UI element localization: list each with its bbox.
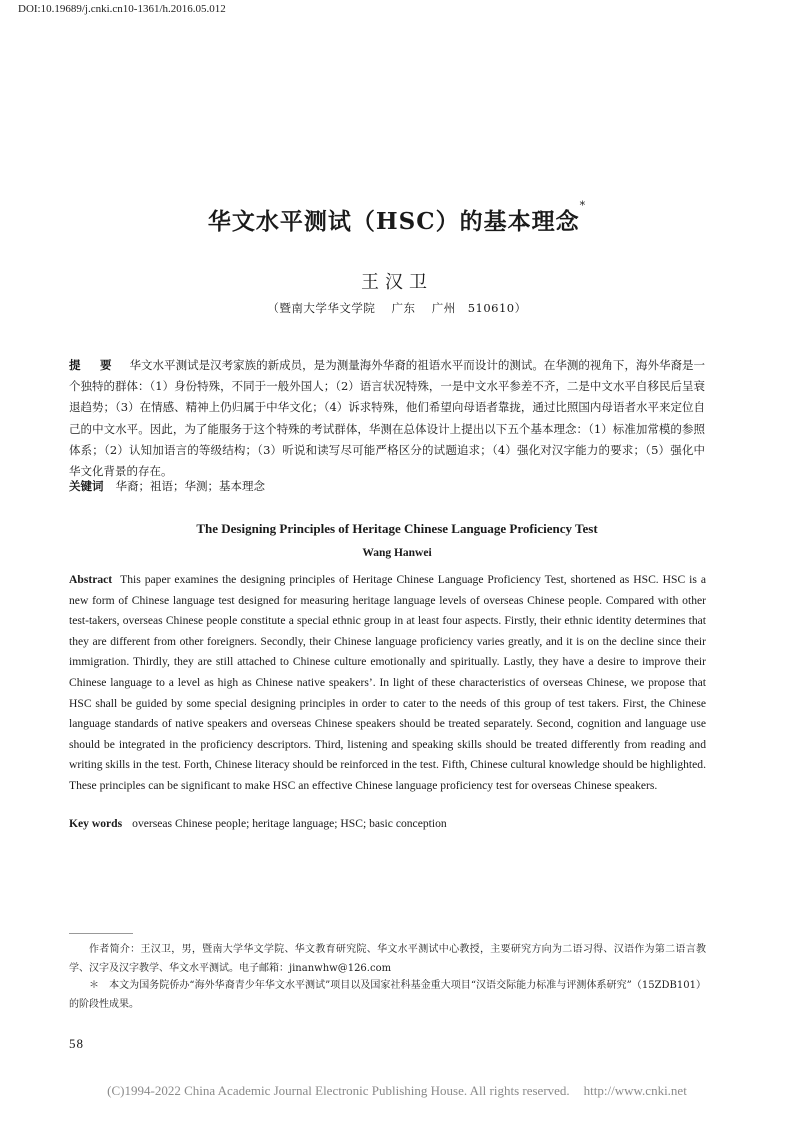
- doi-header: DOI:10.19689/j.cnki.cn10-1361/h.2016.05.012: [18, 3, 226, 15]
- chinese-keywords-label: 关键词: [69, 479, 104, 493]
- chinese-abstract-label: 提 要: [69, 358, 116, 372]
- english-keywords: [69, 817, 447, 830]
- english-title: The Designing Principles of Heritage Chinese Language Proficiency Test: [196, 521, 598, 536]
- cnki-url: http://www.cnki.net: [583, 1083, 687, 1098]
- english-keywords-label: Key words: [69, 817, 123, 830]
- english-keywords-text: overseas Chinese people; heritage language; HSC; basic conception: [132, 817, 447, 830]
- english-abstract: [69, 570, 706, 797]
- author-name: 王汉卫: [361, 272, 433, 293]
- chinese-abstract: [69, 355, 705, 482]
- chinese-keywords-text: 华裔；祖语；华测；基本理念: [115, 479, 265, 493]
- author-affiliation: （暨南大学华文学院 广东 广州 510610）: [267, 301, 527, 315]
- article-title: [0, 199, 794, 236]
- title-footnote-mark: *: [579, 199, 587, 212]
- footnote-funding: ＊ 本文为国务院侨办“海外华裔青少年华文水平测试”项目以及国家社科基金重大项目“汉语交际能力标准与评测体系研究”（15ZDB101）的阶段性成果。: [69, 980, 706, 1010]
- title-text: 华文水平测试（HSC）的基本理念: [207, 208, 580, 235]
- copyright-watermark: [0, 1083, 794, 1099]
- page-number: 58: [69, 1036, 84, 1051]
- copyright-text: (C)1994-2022 China Academic Journal Electronic Publishing House. All rights reserved.: [107, 1083, 570, 1098]
- chinese-keywords: [69, 478, 265, 494]
- footnote-divider: [69, 933, 133, 934]
- english-author: Wang Hanwei: [362, 547, 432, 559]
- chinese-abstract-text: 华文水平测试是汉考家族的新成员，是为测量海外华裔的祖语水平而设计的测试。在华测的视角下，海外华裔是一个独特的群体：（1）身份特殊，不同于一般外国人；（2）语言状况特殊，一是中文水平参差不齐，二是中文水平自移民后呈衰退趋势；（3）在情感、精神上仍归属于中华文化；（4）诉求特殊，他们希望向母语者靠拢，通过比照国内母语者水平来定位自己的中文水平。因此，为了能服务于这个特殊的考试群体，华测在总体设计上提出以下五个基本理念：（1）标准加常模的参照体系；（2）认知加语言的等级结构；（3）听说和读写尽可能严格区分的试题追求；（4）强化对汉字能力的要求；（5）强化中华文化背景的存在。: [69, 358, 705, 479]
- english-abstract-text: This paper examines the designing principles of Heritage Chinese Language Proficiency Test, shortened as HSC. HSC is a new form of Chinese language test designed for measuring heritage language levels of overseas Chinese people. Compared with other test-takers, overseas Chinese people constitute a special ethnic group in at least four aspects. Firstly, their ethnic identity determines that they are different from other foreigners. Secondly, their Chinese language proficiency varies greatly, and it is on the decline since their immigration. Thirdly, they are still attached to Chinese culture emotionally and spiritually. Lastly, they have a desire to improve their Chinese language to a level as high as Chinese native speakers’. In light of these characteristics of overseas Chinese, we propose that HSC shall be guided by some special designing principles in order to cater to the needs of this group of test takers. First, the Chinese language standards of native speakers and overseas Chinese speakers should be treated separately. Second, cognition and language use should be integrated in the proficiency descriptors. Third, listening and speaking skills should be treated differently from reading and writing skills in the test. Forth, Chinese literacy should be reinforced in the test. Fifth, Chinese cultural knowledge should be highlighted. These principles can be significant to make HSC an effective Chinese language proficiency test for overseas Chinese speakers.: [69, 573, 706, 792]
- footnote-author-bio: 作者简介：王汉卫，男，暨南大学华文学院、华文教育研究院、华文水平测试中心教授，主要研究方向为二语习得、汉语作为第二语言教学、汉字及汉字教学、华文水平测试。电子邮箱：jinanwhw@126.com: [69, 944, 706, 974]
- english-abstract-label: Abstract: [69, 573, 113, 586]
